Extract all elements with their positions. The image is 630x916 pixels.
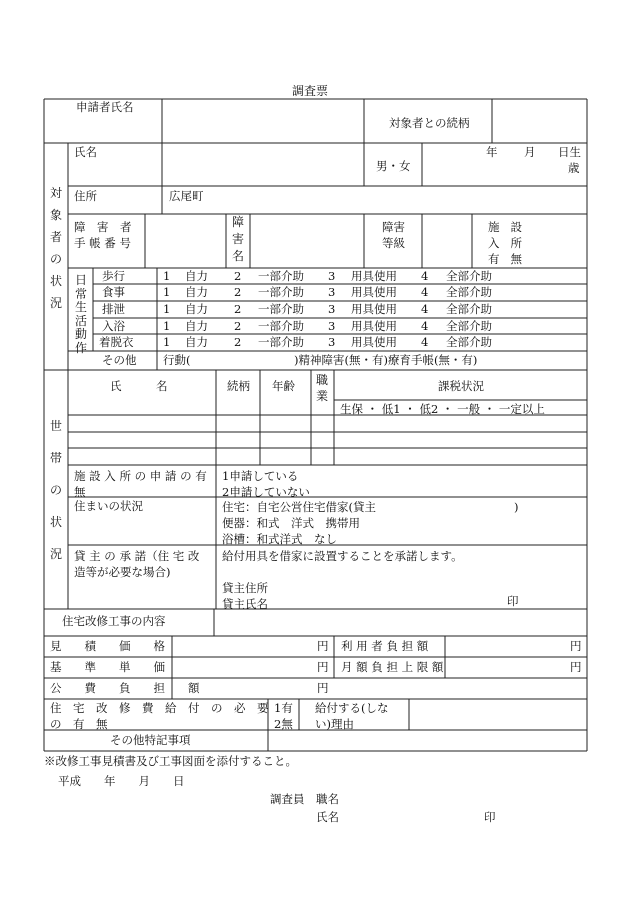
estimate-yen: 円 [317,639,329,653]
other-label: その他 [102,353,137,367]
landlord-consent-label: 貸 主 の 承 諾（住 宅 改 造等が必要な場合) [74,549,200,579]
tax-status-options: 生保 ・ 低1 ・ 低2 ・ 一般 ・ 一定以上 [340,402,545,416]
public-burden-label: 公 費 負 担 額 [50,681,200,695]
relation-label: 対象者との続柄 [389,116,470,130]
inspector-name-label: 氏名 [316,810,339,824]
birth-year: 年 [486,145,498,159]
housing-label: 住まいの状況 [74,499,143,513]
attachment-note: ※改修工事見積書及び工事図面を添付すること。 [44,754,297,768]
housing-details: 住宅：自宅公営住宅借家(貸主 ) 便器：和式 洋式 携帯用 浴槽：和式洋式 なし [222,500,519,546]
renovation-need-label: 住 宅 改 修 費 給 付 の 必 要 の 有 無 [50,701,269,731]
renovation-need-options: 1有 2無 [274,701,293,731]
sex-options: 男・女 [376,159,411,173]
monthly-limit-yen: 円 [570,660,582,674]
daily-activities-vertical-label: 日 常 生 活 動 作 [74,273,87,355]
inspector-seal: 印 [484,810,496,824]
household-status-vertical-label: 世 帯 の 状 況 [49,419,62,561]
household-age-header: 年齢 [272,379,295,393]
address-value: 広尾町 [169,189,204,203]
subject-name-label: 氏名 [74,145,97,159]
household-name-header: 氏 名 [110,379,168,393]
landlord-seal: 印 [507,594,519,608]
tax-status-header: 課税状況 [438,379,484,393]
landlord-consent-text: 給付用具を借家に設置することを承諾します。 貸主住所 貸主氏名 [222,549,463,611]
facility-application-options: 1申請している 2申請していない [222,469,310,499]
household-relation-header: 続柄 [227,379,250,393]
inspector-title: 調査員 職名 [270,792,339,806]
age-unit: 歳 [568,161,580,175]
grant-reason-label: 給付する(しな い)理由 [315,701,389,731]
facility-application-label: 施 設 入 所 の 申 請 の 有 無 [74,469,207,499]
renovation-content-label: 住宅改修工事の内容 [62,614,166,628]
applicant-name-label: 申請者氏名 [76,100,134,114]
public-burden-yen: 円 [317,681,329,695]
facility-status-label: 施 設 入 所 有 無 [488,220,522,266]
estimate-price-label: 見 積 価 格 [50,639,165,653]
birth-month: 月 [524,145,536,159]
form-title: 調査票 [292,84,329,98]
user-burden-label: 利 用 者 負 担 額 [341,639,429,653]
date-line: 平成 年 月 日 [58,774,185,788]
special-notes-label: その他特記事項 [110,733,191,747]
disability-name-label: 障 害 名 [231,215,244,263]
other-value: 行動( )精神障害(無・有)療育手帳(無・有) [163,353,478,367]
user-burden-yen: 円 [570,639,582,653]
standard-yen: 円 [317,660,329,674]
disability-grade-label: 障害 等級 [382,220,405,250]
monthly-limit-label: 月 額 負 担 上 限 額 [341,660,444,674]
standard-price-label: 基 準 単 価 [50,660,165,674]
birth-day: 日生 [558,145,581,159]
subject-status-vertical-label: 対 象 者 の 状 況 [49,186,62,310]
disability-book-label: 障 害 者 手 帳 番 号 [74,220,132,250]
address-label: 住所 [74,189,97,203]
household-job-header: 職 業 [315,373,328,403]
